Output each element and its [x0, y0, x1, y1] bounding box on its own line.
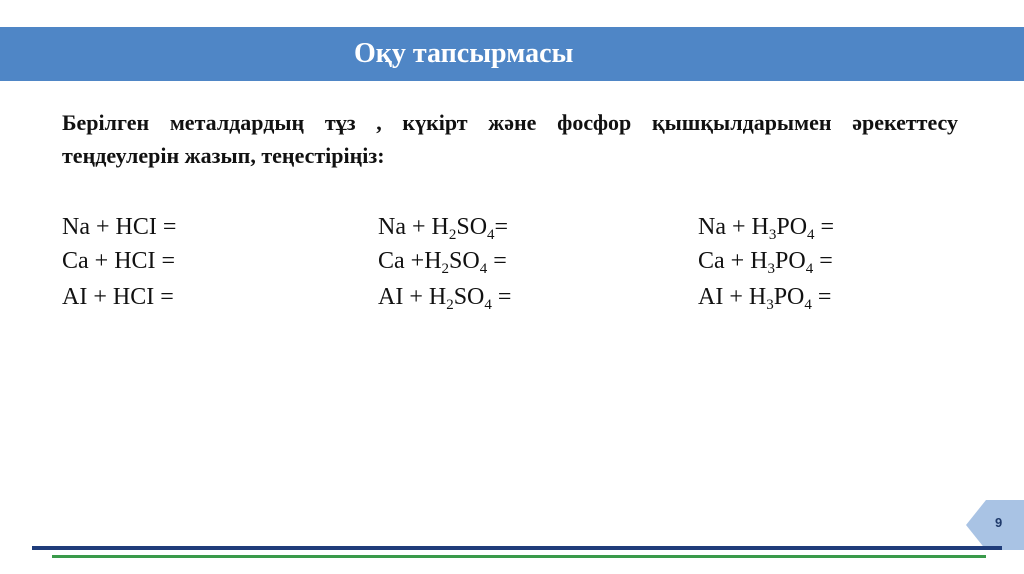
slide-title: Оқу тапсырмасы [354, 38, 574, 69]
footer-divider-navy [32, 546, 1002, 550]
equation-row [0, 211, 1024, 247]
equation-h2so4: AI + $H_2SO_4$ = [378, 284, 512, 313]
page-number: 9 [995, 515, 1003, 530]
equation-h2so4: $Na + H_2SO_4=$ [378, 214, 509, 243]
equation-hcl: Ca + HCI = [62, 248, 176, 274]
equation-hcl: Na + HCI = [62, 214, 177, 240]
equation-row [0, 281, 1024, 317]
equation-h3po4: $Na + H_3PO_4$ = [698, 214, 835, 243]
instruction-text: Берілген металдардың тұз , күкірт және фосфор қышқылдарымен әрекеттесу теңдеулерін жазып, теңестіріңіз: [62, 110, 958, 168]
footer-divider-green [52, 555, 986, 558]
equation-row [0, 245, 1024, 281]
equation-hcl: AI + HCI = [62, 284, 174, 310]
equation-h3po4: AI + $H_3PO_4$ = [698, 284, 832, 313]
equation-h3po4: $Ca + H_3PO_4$ = [698, 248, 833, 277]
equation-h2so4: $Ca +H_2SO_4$ = [378, 248, 507, 277]
